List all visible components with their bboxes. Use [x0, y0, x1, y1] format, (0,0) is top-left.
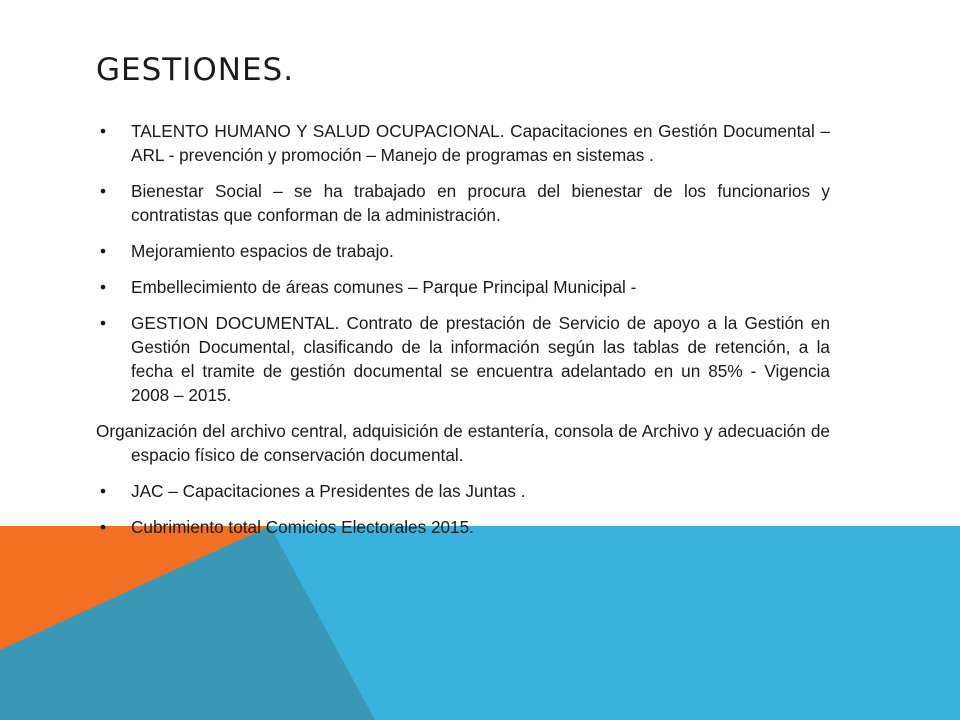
list-item-areas-comunes: • Embellecimiento de áreas comunes – Parque Principal Municipal -	[96, 275, 830, 299]
list-item-espacios-trabajo: • Mejoramiento espacios de trabajo.	[96, 239, 830, 263]
list-item-talento-humano: • TALENTO HUMANO Y SALUD OCUPACIONAL. Capacitaciones en Gestión Documental – ARL - prevención y promoción – Manejo de programas en sistemas .	[96, 119, 830, 167]
list-item-jac-capacitaciones: • JAC – Capacitaciones a Presidentes de las Juntas .	[96, 479, 830, 503]
bullet-list	[96, 119, 830, 551]
list-item-gestion-documental: • GESTION DOCUMENTAL. Contrato de prestación de Servicio de apoyo a la Gestión en Gestión Documental, clasificando de la información según las tablas de retención, a la fecha el tramite de gestión documental se encuentra adelantado en un 85% - Vigencia 2008 – 2015.	[96, 311, 830, 407]
list-item-bienestar-social: • Bienestar Social – se ha trabajado en procura del bienestar de los funcionarios y contratistas que conforman de la administración.	[96, 179, 830, 227]
list-item-comicios-electorales: • Cubrimiento total Comicios Electorales 2015.	[96, 515, 830, 539]
list-item-organizacion-archivo: Organización del archivo central, adquisición de estantería, consola de Archivo y adecuación de espacio físico de conservación documental.	[96, 421, 830, 465]
slide-title: GESTIONES.	[96, 52, 295, 88]
